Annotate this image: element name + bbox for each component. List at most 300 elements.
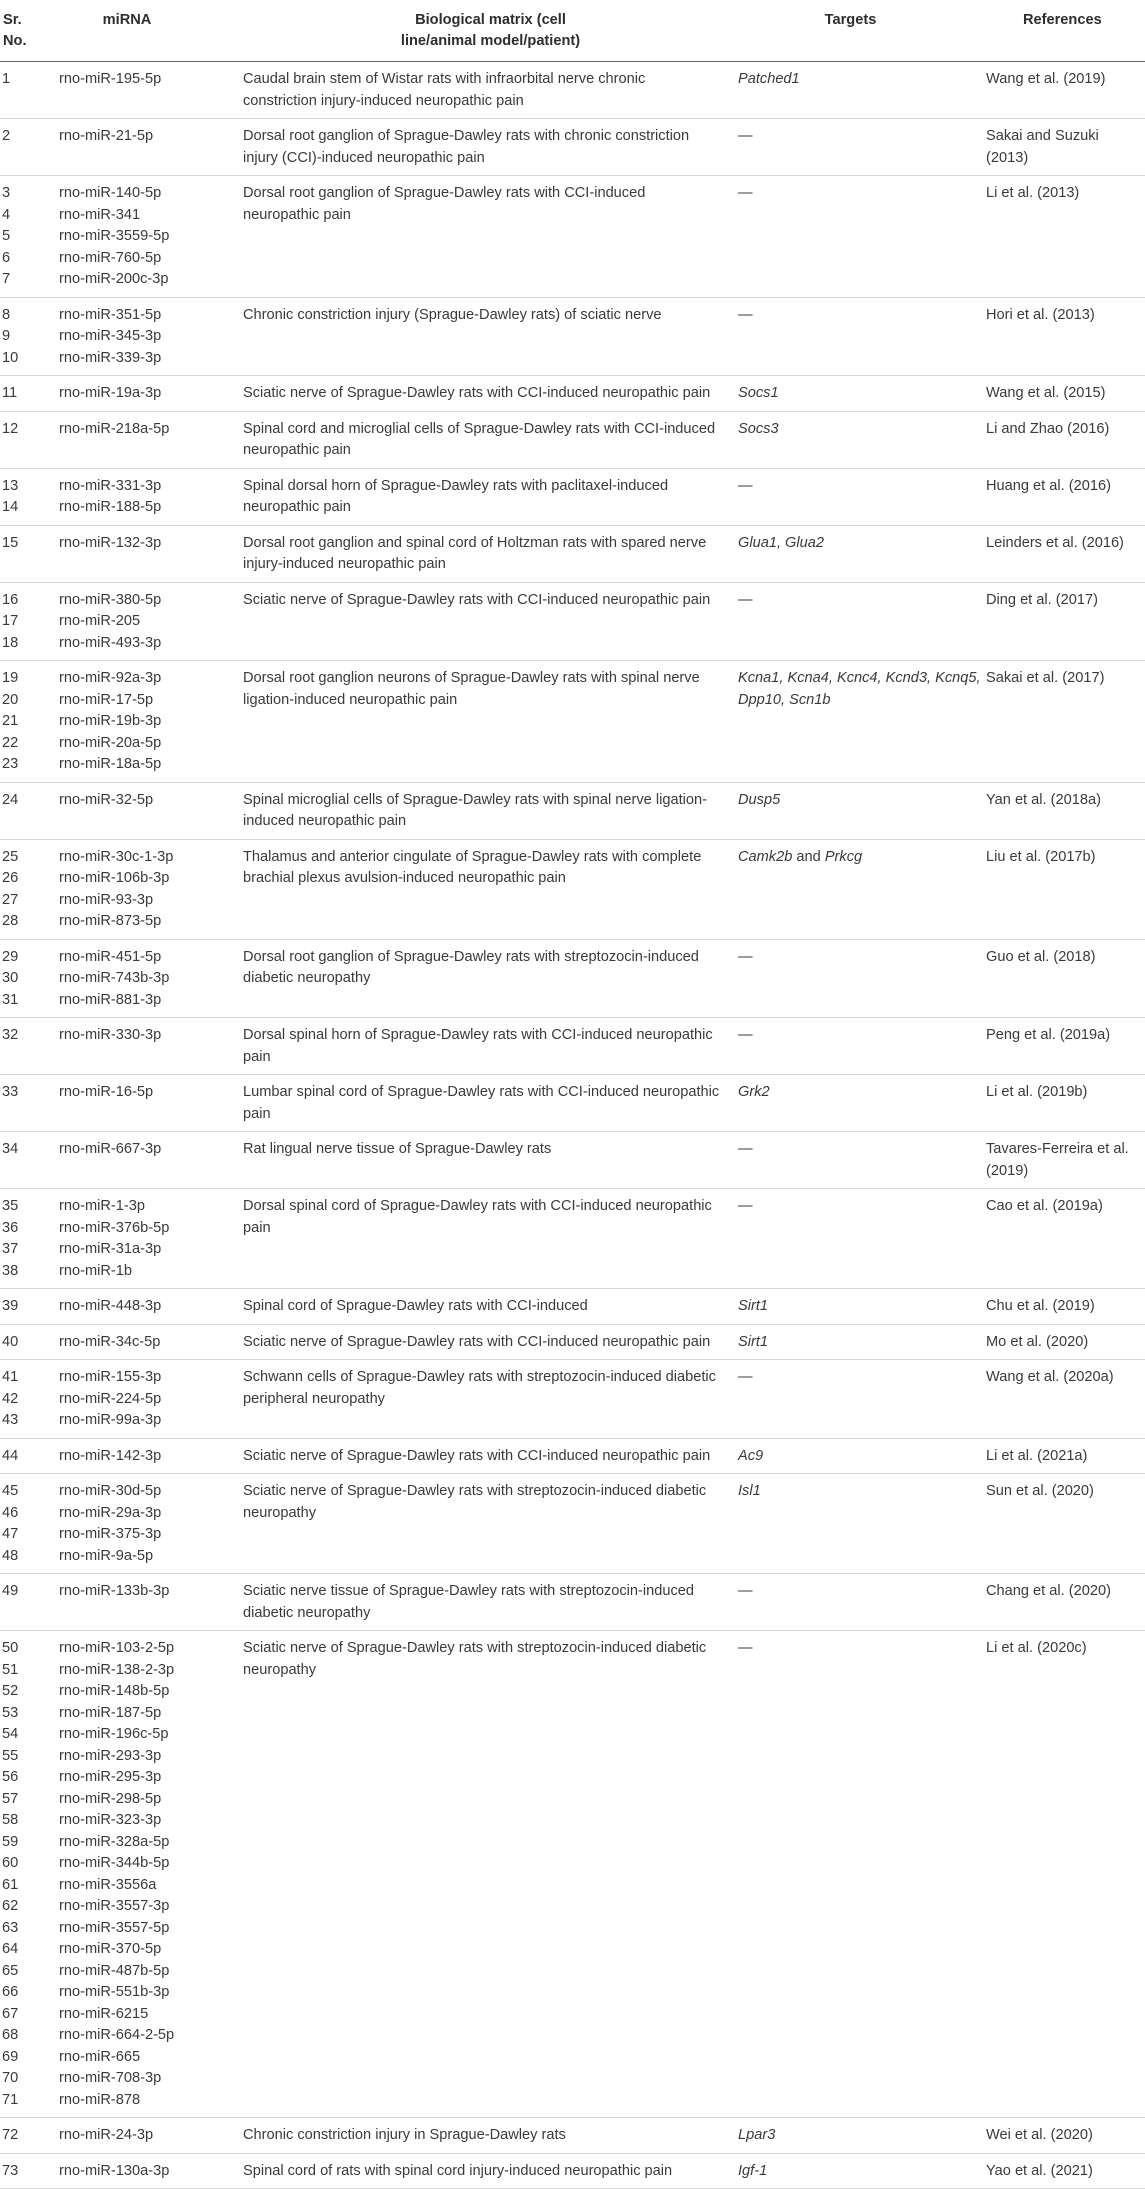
biological-matrix-cell [243,1132,738,1189]
targets-cell [738,1189,983,1289]
target-gene: Ac9 [738,1447,764,1464]
table-row [0,1075,1145,1132]
mirna-cell [59,782,243,839]
mirna-cell [59,1631,243,2118]
sr-no: 68 [2,2027,19,2043]
biological-matrix-text: Sciatic nerve of Sprague-Dawley rats with CCI-induced neuropathic pain [243,591,711,608]
sr-no: 62 [2,1898,19,1914]
target-gene: — [738,1583,753,1599]
biological-matrix-text: Spinal microglial cells of Sprague-Dawley rats with spinal nerve ligation-induced neuropathic pain [243,791,707,829]
table-row [0,62,1145,119]
targets-cell [738,411,983,468]
target-gene: — [738,477,753,494]
header-sr-no-label: Sr. No. [3,12,27,49]
sr-no-cell [0,376,59,412]
sr-no-cell [0,176,59,298]
biological-matrix-cell [243,376,738,412]
reference-text: Chang et al. (2020) [986,1583,1111,1599]
reference-text: Yan et al. (2018a) [986,791,1101,808]
mirna-name: rno-miR-667-3p [59,1141,162,1157]
biological-matrix-cell [243,1360,738,1439]
mirna-name: rno-miR-133b-3p [59,1583,170,1599]
reference-cell [983,468,1145,525]
sr-no: 45 [2,1483,19,1499]
biological-matrix-text: Schwann cells of Sprague-Dawley rats with streptozocin-induced diabetic peripheral neuropathy [243,1369,716,1407]
target-gene: — [738,1640,753,1656]
reference-text: Wang et al. (2015) [986,385,1106,401]
sr-no: 65 [2,1962,19,1979]
sr-no: 31 [2,991,19,1008]
mirna-name: rno-miR-493-3p [59,634,162,651]
biological-matrix-cell [243,119,738,176]
biological-matrix-text: Sciatic nerve of Sprague-Dawley rats with CCI-induced neuropathic pain [243,385,711,401]
reference-cell [983,376,1145,412]
sr-no-cell [0,1324,59,1360]
mirna-cell [59,376,243,412]
mirna-cell [59,119,243,176]
mirna-name: rno-miR-380-5p [59,591,162,608]
target-gene: — [738,185,753,201]
mirna-name: rno-miR-30c-1-3p [59,848,174,865]
reference-text: Li et al. (2013) [986,185,1080,201]
reference-cell [983,1289,1145,1325]
sr-no: 56 [2,1769,19,1785]
mirna-name: rno-miR-19b-3p [59,713,162,729]
mirna-cell [59,939,243,1018]
target-gene: Socs1 [738,385,779,401]
mirna-name: rno-miR-293-3p [59,1747,162,1764]
mirna-name: rno-miR-93-3p [59,891,154,908]
sr-no-cell [0,1438,59,1474]
biological-matrix-cell [243,411,738,468]
table-row [0,119,1145,176]
sr-no: 9 [2,328,11,344]
reference-cell [983,62,1145,119]
header-references-label: References [1023,12,1102,28]
biological-matrix-cell [243,176,738,298]
mirna-name: rno-miR-3559-5p [59,228,170,244]
table-row [0,1360,1145,1439]
biological-matrix-text: Chronic constriction injury in Sprague-Dawley rats [243,2127,566,2143]
sr-no: 27 [2,891,19,908]
targets-cell [738,1474,983,1574]
reference-cell [983,1631,1145,2118]
reference-cell [983,1360,1145,1439]
targets-cell [738,1132,983,1189]
mirna-name: rno-miR-103-2-5p [59,1640,175,1656]
biological-matrix-text: Rat lingual nerve tissue of Sprague-Dawley rats [243,1141,552,1157]
sr-no: 33 [2,1084,19,1100]
targets-cell [738,1018,983,1075]
reference-text: Li et al. (2020c) [986,1640,1087,1656]
reference-cell [983,661,1145,783]
biological-matrix-cell [243,2118,738,2154]
mirna-name: rno-miR-3557-3p [59,1898,170,1914]
biological-matrix-cell [243,1075,738,1132]
sr-no: 61 [2,1876,19,1893]
mirna-name: rno-miR-339-3p [59,349,162,366]
mirna-name: rno-miR-132-3p [59,534,162,551]
sr-no: 26 [2,870,19,886]
target-gene: Sirt1 [738,1333,769,1350]
mirna-cell [59,2118,243,2154]
biological-matrix-text: Sciatic nerve of Sprague-Dawley rats with streptozocin-induced diabetic neuropathy [243,1483,707,1521]
biological-matrix-text: Sciatic nerve tissue of Sprague-Dawley rats with streptozocin-induced diabetic neuropathy [243,1583,694,1621]
sr-no: 1 [2,71,11,87]
reference-text: Hori et al. (2013) [986,306,1095,323]
table-row [0,1574,1145,1631]
biological-matrix-text: Dorsal root ganglion neurons of Sprague-Dawley rats with spinal nerve ligation-induced neuropathic pain [243,670,700,708]
sr-no-cell [0,2153,59,2189]
targets-cell [738,119,983,176]
target-gene: — [738,1369,753,1385]
mirna-cell [59,1324,243,1360]
mirna-cell [59,411,243,468]
sr-no: 49 [2,1583,19,1599]
mirna-name: rno-miR-3557-5p [59,1919,170,1936]
sr-no-cell [0,1075,59,1132]
reference-text: Yao et al. (2021) [986,2162,1093,2179]
mirna-cell [59,582,243,661]
mirna-name: rno-miR-148b-5p [59,1683,170,1699]
target-gene: Glua1, Glua2 [738,534,824,551]
sr-no-cell [0,782,59,839]
reference-cell [983,2118,1145,2154]
sr-no: 55 [2,1747,19,1764]
table-row [0,582,1145,661]
biological-matrix-text: Dorsal root ganglion of Sprague-Dawley rats with chronic constriction injury (CCI)-induced neuropathic pain [243,128,690,166]
reference-text: Guo et al. (2018) [986,948,1096,965]
biological-matrix-text: Spinal cord and microglial cells of Sprague-Dawley rats with CCI-induced neuropathic pain [243,420,716,458]
reference-text: Leinders et al. (2016) [986,534,1124,551]
sr-no: 29 [2,948,19,965]
mirna-name: rno-miR-187-5p [59,1704,162,1721]
header-mirna [59,0,243,62]
table-row [0,1324,1145,1360]
target-gene: — [738,1141,753,1157]
mirna-name: rno-miR-130a-3p [59,2162,170,2179]
mirna-name: rno-miR-32-5p [59,791,154,808]
reference-text: Li et al. (2019b) [986,1084,1088,1100]
sr-no-cell [0,1360,59,1439]
mirna-cell [59,1189,243,1289]
sr-no: 7 [2,271,11,287]
targets-cell [738,839,983,939]
biological-matrix-cell [243,1474,738,1574]
reference-cell [983,582,1145,661]
sr-no: 46 [2,1504,19,1521]
header-biological-matrix-label: Biological matrix (cell line/animal model/patient) [400,12,581,49]
mirna-name: rno-miR-330-3p [59,1027,162,1043]
sr-no: 38 [2,1262,19,1279]
sr-no: 6 [2,249,11,266]
sr-no: 19 [2,670,19,686]
mirna-name: rno-miR-664-2-5p [59,2027,175,2043]
mirna-name: rno-miR-328a-5p [59,1833,170,1850]
target-gene: Prkcg [824,848,863,865]
table-row [0,1438,1145,1474]
sr-no-cell [0,1631,59,2118]
biological-matrix-cell [243,839,738,939]
sr-no: 34 [2,1141,19,1157]
reference-text: Peng et al. (2019a) [986,1027,1111,1043]
biological-matrix-text: Dorsal spinal cord of Sprague-Dawley rats with CCI-induced neuropathic pain [243,1198,712,1236]
mirna-name: rno-miR-298-5p [59,1790,162,1807]
table-row [0,939,1145,1018]
reference-cell [983,1438,1145,1474]
mirna-name: rno-miR-21-5p [59,128,154,144]
mirna-name: rno-miR-708-3p [59,2070,162,2086]
target-gene: — [738,948,753,965]
mirna-cell [59,1075,243,1132]
biological-matrix-cell [243,468,738,525]
biological-matrix-text: Thalamus and anterior cingulate of Sprague-Dawley rats with complete brachial plexus avulsion-induced neuropathic pain [243,848,702,886]
targets-cell [738,1324,983,1360]
target-gene: — [738,1198,753,1214]
target-gene: Socs3 [738,420,779,437]
mirna-name: rno-miR-6215 [59,2005,149,2022]
target-gene: Kcna1, Kcna4, Kcnc4, Kcnd3, Kcnq5, Dpp10, Scn1b [738,670,981,708]
mirna-name: rno-miR-18a-5p [59,756,162,772]
mirna-name: rno-miR-375-3p [59,1526,162,1542]
mirna-name: rno-miR-195-5p [59,71,162,87]
mirna-name: rno-miR-665 [59,2048,141,2065]
mirna-name: rno-miR-106b-3p [59,870,170,886]
sr-no: 8 [2,306,11,323]
target-gene: Isl1 [738,1483,761,1499]
mirna-name: rno-miR-344b-5p [59,1855,170,1871]
sr-no: 18 [2,634,19,651]
sr-no-cell [0,297,59,376]
sr-no-cell [0,411,59,468]
sr-no-cell [0,2118,59,2154]
biological-matrix-text: Spinal dorsal horn of Sprague-Dawley rats with paclitaxel-induced neuropathic pain [243,477,669,515]
biological-matrix-text: Dorsal spinal horn of Sprague-Dawley rats with CCI-induced neuropathic pain [243,1027,713,1065]
mirna-name: rno-miR-30d-5p [59,1483,162,1499]
targets-cell [738,1631,983,2118]
table-row [0,525,1145,582]
targets-cell [738,2153,983,2189]
reference-cell [983,939,1145,1018]
targets-cell [738,939,983,1018]
reference-text: Wang et al. (2019) [986,71,1106,87]
biological-matrix-text: Sciatic nerve of Sprague-Dawley rats with streptozocin-induced diabetic neuropathy [243,1640,707,1678]
mirna-name: rno-miR-370-5p [59,1941,162,1957]
sr-no: 2 [2,128,11,144]
biological-matrix-text: Sciatic nerve of Sprague-Dawley rats with CCI-induced neuropathic pain [243,1333,711,1350]
sr-no: 35 [2,1198,19,1214]
mirna-name: rno-miR-3556a [59,1876,157,1893]
sr-no: 21 [2,713,19,729]
sr-no: 67 [2,2005,19,2022]
sr-no-cell [0,468,59,525]
reference-cell [983,1474,1145,1574]
mirna-name: rno-miR-331-3p [59,477,162,494]
mirna-name: rno-miR-92a-3p [59,670,162,686]
mirna-name: rno-miR-31a-3p [59,1241,162,1257]
sr-no: 23 [2,756,19,772]
sr-no-cell [0,1574,59,1631]
sr-no: 41 [2,1369,19,1385]
reference-cell [983,782,1145,839]
header-targets [738,0,983,62]
sr-no: 39 [2,1298,19,1314]
mirna-name: rno-miR-138-2-3p [59,1661,175,1678]
target-gene: and [792,848,825,865]
mirna-name: rno-miR-451-5p [59,948,162,965]
mirna-cell [59,468,243,525]
target-gene: Dusp5 [738,791,781,808]
biological-matrix-cell [243,782,738,839]
reference-text: Li and Zhao (2016) [986,420,1110,437]
sr-no: 54 [2,1726,19,1742]
table-row [0,1189,1145,1289]
biological-matrix-cell [243,1324,738,1360]
sr-no-cell [0,661,59,783]
mirna-name: rno-miR-351-5p [59,306,162,323]
reference-cell [983,176,1145,298]
biological-matrix-text: Dorsal root ganglion of Sprague-Dawley rats with CCI-induced neuropathic pain [243,185,646,223]
sr-no-cell [0,1289,59,1325]
sr-no: 22 [2,734,19,751]
reference-cell [983,119,1145,176]
mirna-cell [59,1574,243,1631]
mirna-cell [59,2153,243,2189]
table-row [0,297,1145,376]
reference-text: Sakai et al. (2017) [986,670,1105,686]
mirna-name: rno-miR-218a-5p [59,420,170,437]
sr-no: 16 [2,591,19,608]
mirna-name: rno-miR-205 [59,613,141,629]
mirna-name: rno-miR-345-3p [59,328,162,344]
sr-no: 30 [2,970,19,986]
sr-no: 59 [2,1833,19,1850]
sr-no: 25 [2,848,19,865]
sr-no: 40 [2,1333,19,1350]
mirna-name: rno-miR-20a-5p [59,734,162,751]
mirna-name: rno-miR-34c-5p [59,1333,161,1350]
reference-cell [983,1075,1145,1132]
table-row [0,1132,1145,1189]
biological-matrix-text: Spinal cord of Sprague-Dawley rats with CCI-induced [243,1298,588,1314]
table-row [0,1289,1145,1325]
sr-no: 14 [2,499,19,515]
reference-text: Li et al. (2021a) [986,1447,1088,1464]
header-biological-matrix [243,0,738,62]
mirna-name: rno-miR-743b-3p [59,970,170,986]
mirna-cell [59,839,243,939]
targets-cell [738,297,983,376]
mirna-name: rno-miR-323-3p [59,1812,162,1828]
reference-text: Mo et al. (2020) [986,1333,1089,1350]
biological-matrix-cell [243,1574,738,1631]
target-gene: Patched1 [738,71,800,87]
sr-no: 17 [2,613,19,629]
mirna-name: rno-miR-9a-5p [59,1547,154,1564]
sr-no-cell [0,839,59,939]
reference-text: Ding et al. (2017) [986,591,1098,608]
biological-matrix-cell [243,1018,738,1075]
mirna-name: rno-miR-487b-5p [59,1962,170,1979]
mirna-name: rno-miR-99a-3p [59,1412,162,1428]
sr-no: 3 [2,185,11,201]
reference-text: Tavares-Ferreira et al. (2019) [986,1141,1129,1179]
targets-cell [738,1574,983,1631]
mirna-cell [59,1132,243,1189]
table-row [0,411,1145,468]
targets-cell [738,2118,983,2154]
sr-no: 37 [2,1241,19,1257]
sr-no-cell [0,1018,59,1075]
mirna-name: rno-miR-224-5p [59,1390,162,1407]
sr-no: 24 [2,791,19,808]
sr-no: 36 [2,1219,19,1236]
table-row [0,2118,1145,2154]
biological-matrix-text: Dorsal root ganglion and spinal cord of Holtzman rats with spared nerve injury-induced neuropathic pain [243,534,707,572]
biological-matrix-text: Sciatic nerve of Sprague-Dawley rats with CCI-induced neuropathic pain [243,1447,711,1464]
sr-no: 28 [2,913,19,929]
sr-no: 42 [2,1390,19,1407]
sr-no: 4 [2,206,11,223]
reference-cell [983,1324,1145,1360]
mirna-name: rno-miR-1b [59,1262,132,1279]
target-gene: — [738,591,753,608]
table-row [0,468,1145,525]
targets-cell [738,62,983,119]
biological-matrix-cell [243,939,738,1018]
reference-text: Chu et al. (2019) [986,1298,1095,1314]
table-row [0,2153,1145,2189]
sr-no-cell [0,525,59,582]
table-body [0,62,1145,2189]
target-gene: — [738,306,753,323]
sr-no: 50 [2,1640,19,1656]
reference-cell [983,1018,1145,1075]
targets-cell [738,1438,983,1474]
header-row [0,0,1145,62]
mirna-name: rno-miR-448-3p [59,1298,162,1314]
mirna-name: rno-miR-881-3p [59,991,162,1008]
reference-cell [983,411,1145,468]
mirna-name: rno-miR-551b-3p [59,1984,170,2000]
reference-text: Wang et al. (2020a) [986,1369,1114,1385]
mirna-name: rno-miR-295-3p [59,1769,162,1785]
reference-cell [983,2153,1145,2189]
mirna-name: rno-miR-155-3p [59,1369,162,1385]
table-row [0,839,1145,939]
biological-matrix-cell [243,1189,738,1289]
sr-no: 44 [2,1447,19,1464]
sr-no: 10 [2,349,19,366]
target-gene: — [738,1027,753,1043]
reference-cell [983,839,1145,939]
sr-no: 72 [2,2127,19,2143]
target-gene: — [738,128,753,144]
mirna-name: rno-miR-19a-3p [59,385,162,401]
sr-no-cell [0,62,59,119]
target-gene: Sirt1 [738,1298,769,1314]
targets-cell [738,1075,983,1132]
targets-cell [738,661,983,783]
targets-cell [738,1360,983,1439]
table-row [0,376,1145,412]
sr-no: 15 [2,534,19,551]
reference-text: Wei et al. (2020) [986,2127,1093,2143]
sr-no: 60 [2,1855,19,1871]
sr-no: 13 [2,477,19,494]
targets-cell [738,1289,983,1325]
mirna-cell [59,1360,243,1439]
